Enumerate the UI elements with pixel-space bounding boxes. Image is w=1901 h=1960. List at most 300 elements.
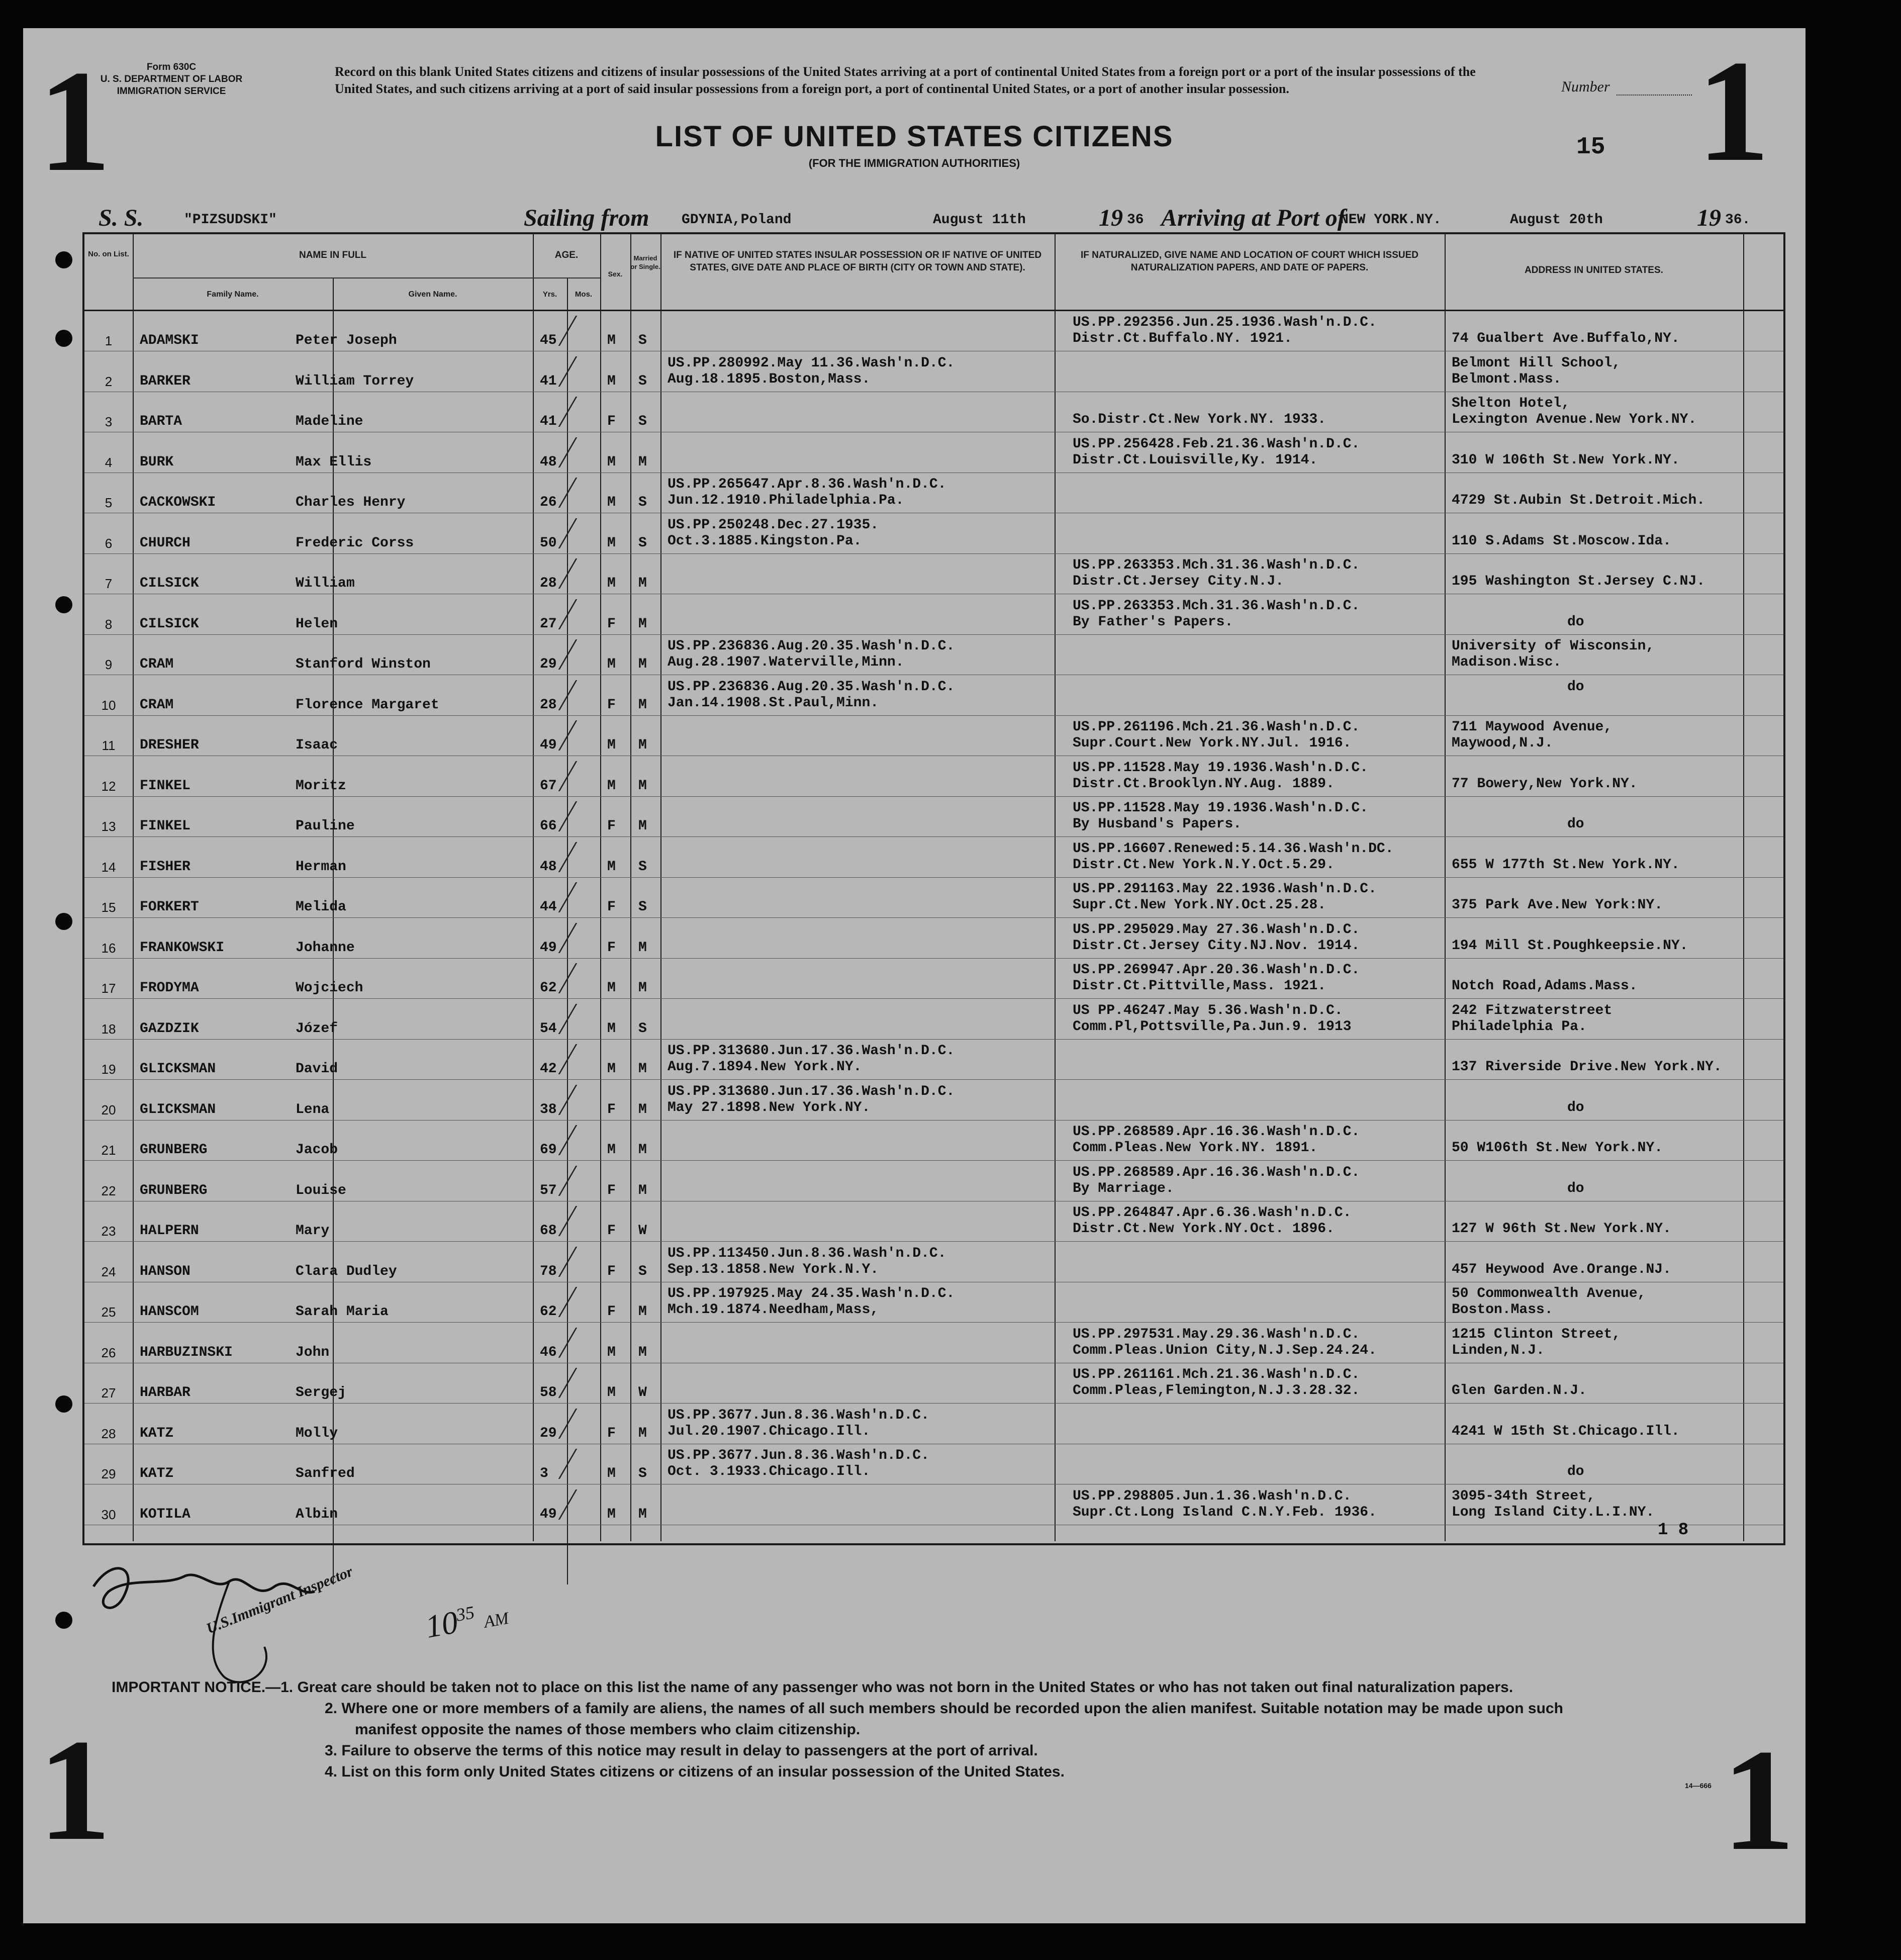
table-row <box>84 959 1783 999</box>
marital-status: S <box>638 495 647 510</box>
family-name: HARBAR <box>140 1385 191 1401</box>
inspector-label: U.S.Immigrant Inspector <box>204 1563 355 1637</box>
given-name: Herman <box>296 859 346 875</box>
table-row <box>84 919 1783 959</box>
native-line-1: US.PP.313680.Jun.17.36.Wash'n.D.C. <box>668 1083 955 1099</box>
marital-status: S <box>638 535 647 551</box>
address-line-2: 74 Gualbert Ave.Buffalo,NY. <box>1452 331 1680 346</box>
row-rule <box>84 553 1783 554</box>
row-number: 27 <box>101 1385 116 1401</box>
family-name: BARKER <box>140 373 191 389</box>
check-mark <box>558 882 608 912</box>
family-name: FINKEL <box>140 818 191 834</box>
service-name: IMMIGRATION SERVICE <box>117 85 226 97</box>
family-name: CILSICK <box>140 576 199 591</box>
marital-status: M <box>638 1506 647 1522</box>
inspector-block <box>63 1546 516 1697</box>
page-subtitle: (FOR THE IMMIGRATION AUTHORITIES) <box>808 157 1020 169</box>
naturalized-line-2: Distr.Ct.New York.N.Y.Oct.5.29. <box>1073 857 1335 873</box>
sex: M <box>607 1385 616 1401</box>
notice-lead: IMPORTANT NOTICE.— <box>112 1679 281 1696</box>
address-line-2: Madison.Wisc. <box>1452 655 1562 670</box>
row-rule <box>84 715 1783 716</box>
family-name: KATZ <box>140 1425 174 1441</box>
row-rule <box>84 1322 1783 1323</box>
family-name: GLICKSMAN <box>140 1061 216 1077</box>
table-row <box>84 1283 1783 1323</box>
given-name: Stanford Winston <box>296 657 431 672</box>
given-name: Clara Dudley <box>296 1263 397 1279</box>
given-name: Pauline <box>296 818 355 834</box>
check-mark <box>558 1125 608 1155</box>
arrival-date: August 20th <box>1510 212 1603 228</box>
address-line-2: 137 Riverside Drive.New York.NY. <box>1452 1059 1722 1075</box>
row-rule <box>84 1241 1783 1242</box>
marital-status: M <box>638 818 647 834</box>
header-address: ADDRESS IN UNITED STATES. <box>1525 265 1663 275</box>
voyage-line <box>99 179 1757 239</box>
age-years: 28 <box>540 697 557 713</box>
table-row <box>84 1202 1783 1242</box>
naturalized-line-1: US.PP.268589.Apr.16.36.Wash'n.D.C. <box>1073 1164 1360 1180</box>
marital-status: S <box>638 333 647 348</box>
row-number: 28 <box>101 1426 116 1441</box>
family-name: FRODYMA <box>140 980 199 996</box>
table-row <box>84 1485 1783 1526</box>
naturalized-line-1: US.PP.291163.May 22.1936.Wash'n.D.C. <box>1073 881 1377 897</box>
given-name: Louise <box>296 1182 346 1198</box>
given-name: Molly <box>296 1425 338 1441</box>
check-mark <box>558 680 608 710</box>
address-line-1: Belmont Hill School, <box>1452 355 1621 371</box>
row-number: 17 <box>101 981 116 996</box>
table-row <box>84 878 1783 918</box>
family-name: KOTILA <box>140 1506 191 1522</box>
age-years: 29 <box>540 657 557 672</box>
arrival-year: 36. <box>1725 212 1751 228</box>
address-line-1: Shelton Hotel, <box>1452 396 1570 411</box>
row-number: 3 <box>105 414 113 429</box>
row-number: 13 <box>101 819 116 834</box>
address-line-1: 50 Commonwealth Avenue, <box>1452 1286 1646 1301</box>
header-married-single: Married or Single. <box>630 254 660 270</box>
check-mark <box>558 720 608 751</box>
punch-hole <box>55 251 72 268</box>
row-number: 2 <box>105 374 113 389</box>
table-row <box>84 676 1783 716</box>
sail-year-prefix: 19 <box>1099 205 1123 231</box>
check-mark <box>558 1368 608 1398</box>
native-line-2: Jun.12.1910.Philadelphia.Pa. <box>668 493 904 508</box>
marital-status: M <box>638 1101 647 1117</box>
row-rule <box>84 1079 1783 1080</box>
native-line-1: US.PP.250248.Dec.27.1935. <box>668 517 879 533</box>
table-row <box>84 635 1783 676</box>
sex: F <box>607 697 616 713</box>
marital-status: M <box>638 657 647 672</box>
row-number: 7 <box>105 576 113 591</box>
given-name: Melida <box>296 899 346 915</box>
address-line-1: 3095-34th Street, <box>1452 1488 1595 1504</box>
address-line-2: Boston.Mass. <box>1452 1302 1553 1318</box>
table-row <box>84 1000 1783 1040</box>
native-line-2: Sep.13.1858.New York.N.Y. <box>668 1261 879 1277</box>
check-mark <box>558 397 608 427</box>
form-instructions: Record on this blank United States citizens and citizens of insular possessions of the United States arriving at a port of continental United States from a foreign port or a port of the insular possessions of the United States, and such citizens arriving at a port of said insular possessions from a foreign port, a port of continental United States, or a port of another insular possession. <box>335 64 1476 96</box>
ship-prefix: S. S. <box>99 205 144 231</box>
address-line-2: 655 W 177th St.New York.NY. <box>1452 857 1680 873</box>
age-years: 38 <box>540 1101 557 1117</box>
sail-date: August 11th <box>933 212 1026 228</box>
check-mark <box>558 1044 608 1074</box>
naturalized-line-2: By Husband's Papers. <box>1073 816 1242 832</box>
row-number: 23 <box>101 1224 116 1239</box>
table-row <box>84 554 1783 595</box>
naturalized-line-2: Supr.Ct.Long Island C.N.Y.Feb. 1936. <box>1073 1504 1377 1520</box>
family-name: FORKERT <box>140 899 199 915</box>
sex: F <box>607 818 616 834</box>
table-row <box>84 312 1783 352</box>
row-number: 19 <box>101 1062 116 1077</box>
given-name: David <box>296 1061 338 1077</box>
sheet-number-top-left: 1 <box>38 40 111 202</box>
given-name: William Torrey <box>296 373 414 389</box>
row-rule <box>84 796 1783 797</box>
page-title: LIST OF UNITED STATES CITIZENS <box>655 120 1174 153</box>
age-years: 67 <box>540 778 557 794</box>
native-line-1: US.PP.280992.May 11.36.Wash'n.D.C. <box>668 355 955 371</box>
native-line-2: May 27.1898.New York.NY. <box>668 1099 871 1115</box>
given-name: Charles Henry <box>296 495 406 510</box>
row-number: 18 <box>101 1021 116 1037</box>
row-number: 29 <box>101 1466 116 1481</box>
check-mark <box>558 316 608 346</box>
notice-item-2: 2. Where one or more members of a family are aliens, the names of all such members should be recorded upon the alien manifest. Suitable notation may be made upon such <box>325 1700 1563 1717</box>
native-line-2: Aug.7.1894.New York.NY. <box>668 1059 862 1075</box>
naturalized-line-1: US.PP.298805.Jun.1.36.Wash'n.D.C. <box>1073 1488 1352 1504</box>
family-name: CRAM <box>140 697 174 713</box>
address-line-2: 127 W 96th St.New York.NY. <box>1452 1221 1671 1237</box>
native-line-1: US.PP.236836.Aug.20.35.Wash'n.D.C. <box>668 638 955 654</box>
number-label: Number <box>1561 78 1610 95</box>
check-mark <box>558 1328 608 1358</box>
age-years: 48 <box>540 454 557 470</box>
sex: F <box>607 899 616 915</box>
naturalized-line-1: US.PP.269947.Apr.20.36.Wash'n.D.C. <box>1073 962 1360 978</box>
punch-hole <box>55 330 72 347</box>
native-line-1: US.PP.113450.Jun.8.36.Wash'n.D.C. <box>668 1245 946 1261</box>
age-years: 58 <box>540 1385 557 1401</box>
native-line-1: US.PP.197925.May 24.35.Wash'n.D.C. <box>668 1286 955 1301</box>
marital-status: M <box>638 778 647 794</box>
sex: F <box>607 1263 616 1279</box>
given-name: Helen <box>296 616 338 632</box>
arrival-time-hour: 10 <box>423 1604 461 1645</box>
sex: M <box>607 495 616 510</box>
native-line-2: Aug.18.1895.Boston,Mass. <box>668 371 871 387</box>
row-number: 26 <box>101 1345 116 1360</box>
table-row <box>84 1243 1783 1283</box>
table-row <box>84 1081 1783 1121</box>
table-row <box>84 1364 1783 1404</box>
check-mark <box>558 1166 608 1196</box>
row-number: 9 <box>105 657 113 672</box>
address-line-2: Lexington Avenue.New York.NY. <box>1452 412 1697 427</box>
address-line-2: do <box>1567 1099 1584 1115</box>
row-number: 5 <box>105 495 113 510</box>
age-years: 78 <box>540 1263 557 1279</box>
table-row <box>84 797 1783 837</box>
given-name: Mary <box>296 1223 330 1239</box>
sex: M <box>607 373 616 389</box>
address-line-2: 457 Heywood Ave.Orange.NJ. <box>1452 1261 1671 1277</box>
row-number: 24 <box>101 1264 116 1279</box>
row-number: 22 <box>101 1183 116 1198</box>
age-years: 41 <box>540 373 557 389</box>
sheet-number-top-right: 1 <box>1697 30 1770 192</box>
sex: F <box>607 1101 616 1117</box>
row-rule <box>84 634 1783 635</box>
given-name: Sergej <box>296 1385 346 1401</box>
address-line-2: do <box>1567 1464 1584 1479</box>
marital-status: M <box>638 616 647 632</box>
row-number: 25 <box>101 1304 116 1320</box>
marital-status: S <box>638 414 647 429</box>
sex: M <box>607 535 616 551</box>
marital-status: S <box>638 1263 647 1279</box>
check-mark <box>558 1247 608 1277</box>
arriving-label: Arriving at Port of <box>1161 205 1346 231</box>
sex: M <box>607 333 616 348</box>
age-years: 49 <box>540 1506 557 1522</box>
sex: M <box>607 576 616 591</box>
header-family-name: Family Name. <box>207 290 259 299</box>
marital-status: M <box>638 454 647 470</box>
punch-hole <box>55 1395 72 1413</box>
sailing-label: Sailing from <box>524 205 649 231</box>
naturalized-line-1: US.PP.264847.Apr.6.36.Wash'n.D.C. <box>1073 1205 1352 1221</box>
sex: M <box>607 980 616 996</box>
native-line-2: Aug.28.1907.Waterville,Minn. <box>668 655 904 670</box>
table-row <box>84 474 1783 514</box>
table-row <box>84 1445 1783 1485</box>
age-years: 54 <box>540 1020 557 1037</box>
family-name: BARTA <box>140 414 182 429</box>
naturalized-line-1: US.PP.256428.Feb.21.36.Wash'n.D.C. <box>1073 436 1360 452</box>
table-row <box>84 1405 1783 1445</box>
marital-status: S <box>638 1466 647 1481</box>
marital-status: W <box>638 1385 647 1401</box>
age-years: 57 <box>540 1182 557 1198</box>
row-number: 4 <box>105 454 113 470</box>
age-years: 49 <box>540 737 557 753</box>
age-years: 62 <box>540 980 557 996</box>
age-years: 49 <box>540 940 557 956</box>
address-line-2: do <box>1567 1180 1584 1196</box>
check-mark <box>558 558 608 589</box>
marital-status: M <box>638 1344 647 1360</box>
header-native: IF NATIVE OF UNITED STATES INSULAR POSSESSION OR IF NATIVE OF UNITED STATES, GIVE DATE AND PLACE OF BIRTH (CITY OR TOWN AND STATE). <box>673 250 1042 273</box>
table-row <box>84 1121 1783 1161</box>
given-name: Sarah Maria <box>296 1304 389 1320</box>
family-name: GRUNBERG <box>140 1182 208 1198</box>
address-line-2: Belmont.Mass. <box>1452 371 1562 387</box>
header-given-name: Given Name. <box>408 290 457 299</box>
family-name: HANSCOM <box>140 1304 199 1320</box>
sex: F <box>607 1223 616 1239</box>
address-line-1: do <box>1567 679 1584 695</box>
given-name: Józef <box>296 1020 338 1037</box>
sex: F <box>607 940 616 956</box>
naturalized-line-2: Supr.Ct.New York.NY.Oct.25.28. <box>1073 897 1326 913</box>
address-line-2: 110 S.Adams St.Moscow.Ida. <box>1452 533 1671 549</box>
sheet-code: 14—666 <box>1685 1782 1712 1790</box>
marital-status: M <box>638 1182 647 1198</box>
row-number: 12 <box>101 778 116 794</box>
address-line-2: Notch Road,Adams.Mass. <box>1452 978 1638 994</box>
family-name: HALPERN <box>140 1223 199 1239</box>
check-mark <box>558 1206 608 1236</box>
native-line-2: Oct. 3.1933.Chicago.Ill. <box>668 1464 871 1479</box>
notice-item-4: 4. List on this form only United States citizens or citizens of an insular possession of the United States. <box>325 1763 1065 1780</box>
sex: F <box>607 1182 616 1198</box>
row-rule <box>84 1120 1783 1121</box>
marital-status: S <box>638 1020 647 1037</box>
sex: M <box>607 1142 616 1158</box>
table-row <box>84 716 1783 757</box>
sex: F <box>607 616 616 632</box>
row-number: 8 <box>105 616 113 632</box>
check-mark <box>558 639 608 670</box>
age-years: 69 <box>540 1142 557 1158</box>
address-line-2: Long Island City.L.I.NY. <box>1452 1504 1655 1520</box>
age-years: 42 <box>540 1061 557 1077</box>
naturalized-line-2: Distr.Ct.Jersey City.N.J. <box>1073 574 1284 589</box>
sex: M <box>607 859 616 875</box>
table-row <box>84 352 1783 393</box>
row-rule <box>84 1039 1783 1040</box>
header-sex: Sex. <box>608 270 623 278</box>
naturalized-line-1: US PP.46247.May 5.36.Wash'n.D.C. <box>1073 1002 1343 1018</box>
header-rule <box>84 310 1783 311</box>
row-number: 21 <box>101 1143 116 1158</box>
naturalized-line-2: Distr.Ct.Buffalo.NY. 1921. <box>1073 331 1292 346</box>
native-line-2: Jan.14.1908.St.Paul,Minn. <box>668 695 879 711</box>
address-line-1: 1215 Clinton Street, <box>1452 1326 1621 1342</box>
family-name: CHURCH <box>140 535 191 551</box>
native-line-2: Jul.20.1907.Chicago.Ill. <box>668 1423 871 1439</box>
row-number: 15 <box>101 900 116 915</box>
check-mark <box>558 1287 608 1317</box>
naturalized-line-1: US.PP.261161.Mch.21.36.Wash'n.D.C. <box>1073 1367 1360 1382</box>
row-number: 6 <box>105 535 113 551</box>
sheet-number-bottom-right: 1 <box>1722 1719 1795 1881</box>
check-mark <box>558 842 608 872</box>
given-name: Moritz <box>296 778 346 794</box>
row-number: 14 <box>101 859 116 875</box>
native-line-1: US.PP.313680.Jun.17.36.Wash'n.D.C. <box>668 1043 955 1059</box>
check-mark <box>558 1449 608 1479</box>
naturalized-line-1: US.PP.11528.May 19.1936.Wash'n.D.C. <box>1073 800 1369 816</box>
manifest-sheet <box>23 28 1805 1923</box>
given-name: Florence Margaret <box>296 697 439 713</box>
native-line-2: Oct.3.1885.Kingston.Pa. <box>668 533 862 549</box>
arrival-time-ampm: AM <box>483 1609 510 1632</box>
address-line-2: 194 Mill St.Poughkeepsie.NY. <box>1452 938 1688 954</box>
family-name: FISHER <box>140 859 191 875</box>
row-rule <box>84 877 1783 878</box>
given-name: Madeline <box>296 414 363 429</box>
sex: M <box>607 1344 616 1360</box>
family-name: CILSICK <box>140 616 199 632</box>
header-age-months: Mos. <box>575 290 593 299</box>
address-line-2: 195 Washington St.Jersey C.NJ. <box>1452 574 1705 589</box>
address-line-2: 50 W106th St.New York.NY. <box>1452 1140 1663 1156</box>
age-years: 26 <box>540 495 557 510</box>
check-mark <box>558 963 608 993</box>
check-mark <box>558 437 608 468</box>
given-name: Albin <box>296 1506 338 1522</box>
row-number: 10 <box>101 697 116 713</box>
address-line-1: 242 Fitzwaterstreet <box>1452 1002 1612 1018</box>
table-row <box>84 433 1783 474</box>
marital-status: M <box>638 1425 647 1441</box>
row-rule <box>84 998 1783 999</box>
header-no: No. on List. <box>88 250 129 258</box>
header-sub-rule <box>133 277 600 278</box>
check-mark <box>558 1489 608 1520</box>
sex: M <box>607 1506 616 1522</box>
check-mark <box>558 478 608 508</box>
age-years: 46 <box>540 1344 557 1360</box>
naturalized-line-1: US.PP.263353.Mch.31.36.Wash'n.D.C. <box>1073 557 1360 573</box>
family-name: KATZ <box>140 1466 174 1481</box>
header-age: AGE. <box>554 250 579 260</box>
family-name: HANSON <box>140 1263 191 1279</box>
form-header <box>99 61 244 97</box>
punch-hole <box>55 913 72 930</box>
age-years: 48 <box>540 859 557 875</box>
header-name-in-full: NAME IN FULL <box>299 250 367 260</box>
marital-status: M <box>638 1061 647 1077</box>
marital-status: M <box>638 737 647 753</box>
marital-status: M <box>638 980 647 996</box>
naturalized-line-1: US.PP.295029.May 27.36.Wash'n.D.C. <box>1073 921 1360 938</box>
address-line-2: 77 Bowery,New York.NY. <box>1452 776 1638 792</box>
naturalized-line-2: Comm.Pleas.New York.NY. 1891. <box>1073 1140 1318 1156</box>
table-row <box>84 595 1783 635</box>
marital-status: W <box>638 1223 647 1239</box>
naturalized-line-1: US.PP.292356.Jun.25.1936.Wash'n.D.C. <box>1073 315 1377 330</box>
table-row <box>84 1324 1783 1364</box>
marital-status: M <box>638 1304 647 1320</box>
sex: F <box>607 1304 616 1320</box>
given-name: Wojciech <box>296 980 363 996</box>
given-name: Isaac <box>296 737 338 753</box>
family-name: FINKEL <box>140 778 191 794</box>
table-row <box>84 838 1783 878</box>
punch-hole <box>55 596 72 613</box>
naturalized-line-2: So.Distr.Ct.New York.NY. 1933. <box>1073 412 1326 427</box>
family-name: ADAMSKI <box>140 333 199 348</box>
row-number: 30 <box>101 1507 116 1522</box>
age-years: 50 <box>540 535 557 551</box>
table-row <box>84 1040 1783 1080</box>
address-line-2: 4729 St.Aubin St.Detroit.Mich. <box>1452 493 1705 508</box>
native-line-1: US.PP.265647.Apr.8.36.Wash'n.D.C. <box>668 477 946 492</box>
age-years: 62 <box>540 1304 557 1320</box>
sex: M <box>607 657 616 672</box>
